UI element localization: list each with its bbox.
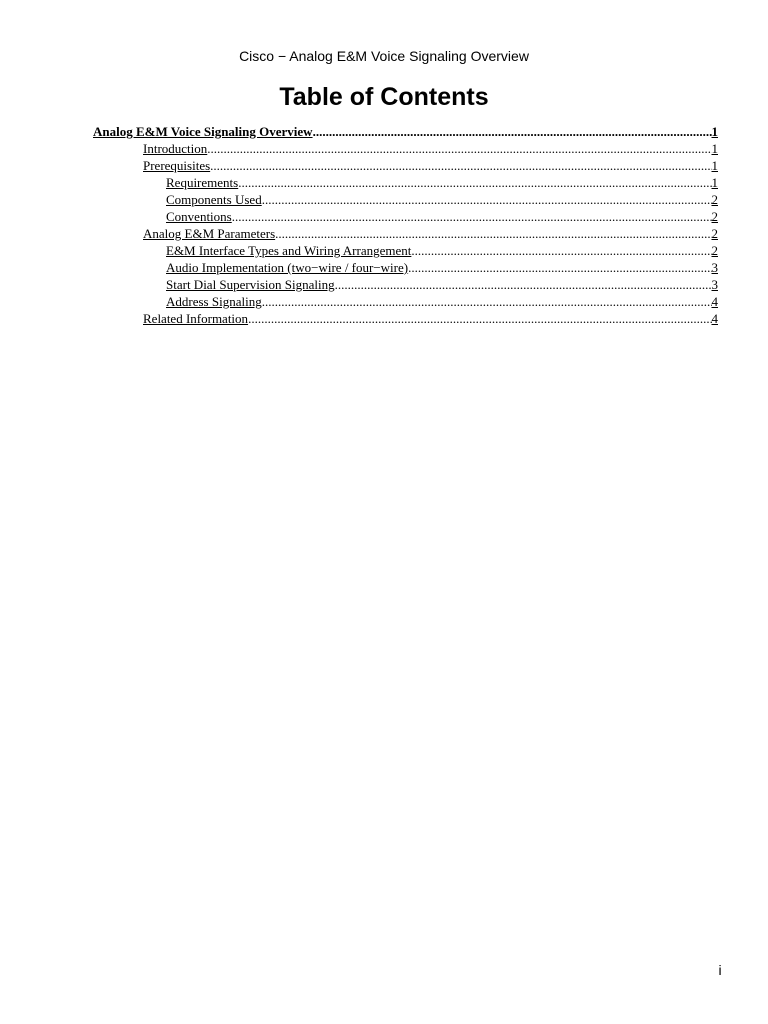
toc-entry-label: Analog E&M Voice Signaling Overview bbox=[93, 124, 313, 139]
toc-entry-em-interface-types[interactable] bbox=[93, 242, 718, 259]
toc-entry-label: Related Information bbox=[143, 311, 249, 326]
running-header: Cisco − Analog E&M Voice Signaling Overview bbox=[239, 48, 529, 64]
toc-entry-label: Audio Implementation (two−wire / four−wire) bbox=[166, 260, 409, 275]
toc-entry-prerequisites[interactable] bbox=[93, 157, 718, 174]
toc-dot-leader bbox=[262, 191, 712, 208]
page-number: i bbox=[718, 962, 722, 978]
toc-entry-audio-implementation[interactable] bbox=[93, 259, 718, 276]
toc-entry-page: 2 bbox=[711, 209, 718, 224]
toc-entry-label: E&M Interface Types and Wiring Arrangement bbox=[166, 243, 412, 258]
toc-entry-page: 2 bbox=[711, 226, 718, 241]
toc-entry-address-signaling[interactable] bbox=[93, 293, 718, 310]
toc-dot-leader bbox=[313, 123, 712, 140]
table-of-contents bbox=[93, 123, 718, 327]
toc-entry-page: 2 bbox=[711, 192, 718, 207]
toc-entry-page: 1 bbox=[711, 141, 718, 156]
toc-dot-leader bbox=[262, 293, 712, 310]
toc-entry-label: Start Dial Supervision Signaling bbox=[166, 277, 335, 292]
toc-entry-page: 1 bbox=[711, 175, 718, 190]
toc-dot-leader bbox=[411, 242, 711, 259]
toc-entry-start-dial-supervision[interactable] bbox=[93, 276, 718, 293]
toc-entry-conventions[interactable] bbox=[93, 208, 718, 225]
toc-entry-requirements[interactable] bbox=[93, 174, 718, 191]
toc-entry-page: 1 bbox=[711, 124, 718, 139]
toc-entry-page: 1 bbox=[711, 158, 718, 173]
toc-dot-leader bbox=[238, 174, 711, 191]
toc-entry-label: Conventions bbox=[166, 209, 232, 224]
toc-dot-leader bbox=[335, 276, 712, 293]
toc-entry-related-information[interactable] bbox=[93, 310, 718, 327]
toc-entry-page: 4 bbox=[711, 294, 718, 309]
toc-entry-label: Prerequisites bbox=[143, 158, 211, 173]
toc-entry-label: Analog E&M Parameters bbox=[143, 226, 276, 241]
toc-entry-page: 3 bbox=[711, 277, 718, 292]
toc-dot-leader bbox=[248, 310, 711, 327]
toc-dot-leader bbox=[207, 140, 711, 157]
toc-entry-page: 4 bbox=[711, 311, 718, 326]
toc-entry-label: Introduction bbox=[143, 141, 208, 156]
toc-entry-label: Requirements bbox=[166, 175, 239, 190]
toc-dot-leader bbox=[275, 225, 711, 242]
toc-entry-label: Address Signaling bbox=[166, 294, 262, 309]
toc-entry-components-used[interactable] bbox=[93, 191, 718, 208]
toc-entry-page: 3 bbox=[711, 260, 718, 275]
toc-entry-analog-em-parameters[interactable] bbox=[93, 225, 718, 242]
toc-dot-leader bbox=[232, 208, 712, 225]
page-title: Table of Contents bbox=[279, 83, 489, 111]
toc-entry-introduction[interactable] bbox=[93, 140, 718, 157]
toc-entry-analog-em-voice-signaling-overview[interactable] bbox=[93, 123, 718, 140]
toc-entry-label: Components Used bbox=[166, 192, 262, 207]
toc-entry-page: 2 bbox=[711, 243, 718, 258]
toc-dot-leader bbox=[210, 157, 711, 174]
toc-dot-leader bbox=[408, 259, 711, 276]
